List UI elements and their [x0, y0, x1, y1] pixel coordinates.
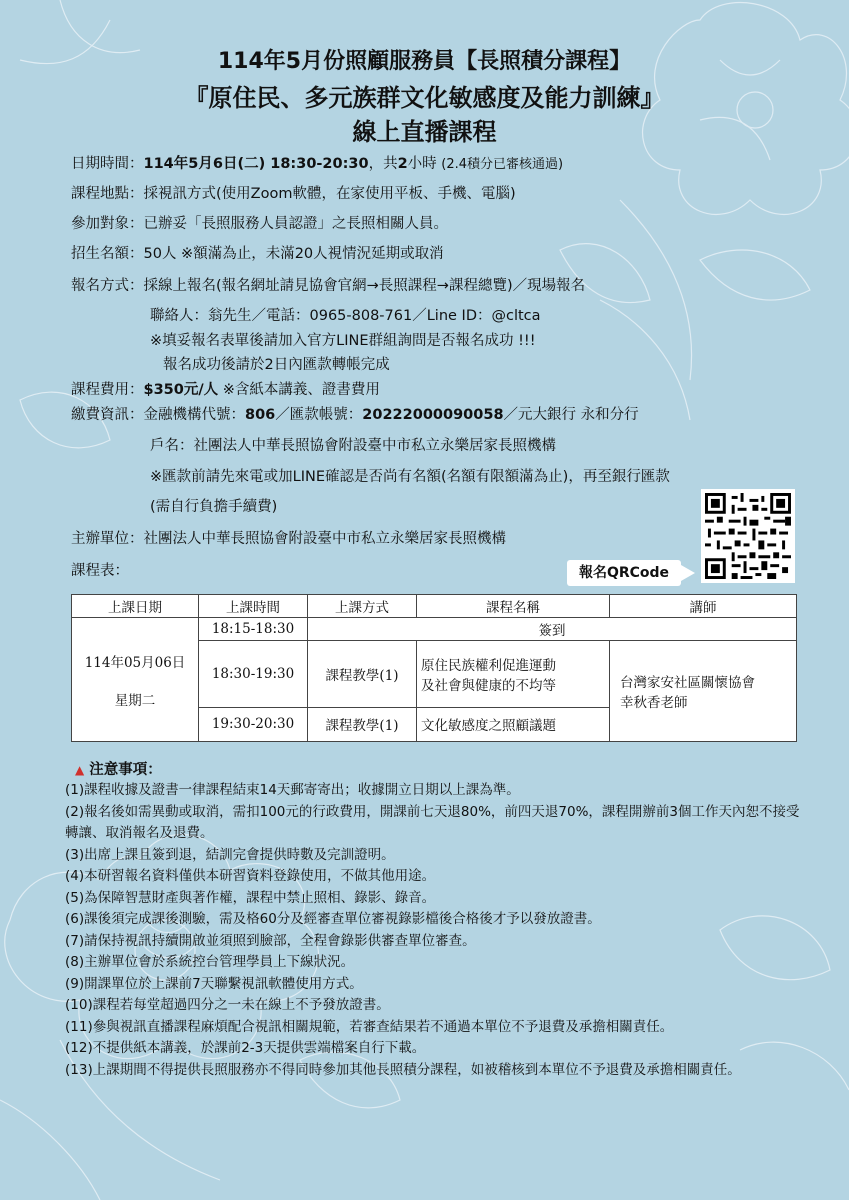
target-label: 參加對象：	[71, 216, 144, 232]
signup-qr-code[interactable]	[701, 489, 795, 583]
host-row	[71, 529, 506, 549]
target-row	[71, 214, 448, 234]
pay-row	[71, 405, 639, 425]
date-hours-unit: 小時	[407, 156, 437, 172]
teacher-name: 幸秋香老師	[620, 695, 688, 711]
notes-heading	[75, 758, 162, 779]
pay-label: 繳費資訊：	[71, 407, 144, 423]
quota-label: 招生名額：	[71, 246, 144, 262]
signup-label: 報名方式：	[71, 278, 144, 294]
list-item: (8)主辦單位會於系統控台管理學員上下線狀況。	[65, 954, 355, 970]
host-value: 社團法人中華長照協會附設臺中市私立永樂居家長照機構	[143, 531, 506, 547]
host-label: 主辦單位：	[71, 531, 144, 547]
schedule-date: 114年05月06日	[84, 654, 186, 671]
title-line-2: 『原住民、多元族群文化敏感度及能力訓練』	[184, 84, 665, 112]
date-value: 114年5月6日(二) 18:30-20:30	[143, 156, 369, 172]
method-cell: 課程教學(1)	[308, 641, 417, 708]
pay-bank-code: 806	[245, 407, 276, 423]
date-hours: 2	[397, 156, 408, 172]
title-line-1: 114年5月份照顧服務員【長照積分課程】	[217, 49, 632, 74]
place-row	[71, 184, 516, 204]
notes-title: 注意事項：	[89, 762, 162, 778]
title-line-3: 線上直播課程	[352, 118, 497, 146]
col-header-date: 上課日期	[72, 595, 199, 618]
col-header-teacher: 講師	[610, 595, 797, 618]
table-header-row	[72, 595, 797, 618]
quota-value: 50人 ※額滿為止，未滿20人視情況延期或取消	[143, 246, 444, 262]
notes-list	[65, 780, 805, 1081]
time-cell: 18:15-18:30	[199, 618, 308, 641]
schedule-label: 課程表：	[71, 563, 129, 579]
time-cell: 19:30-20:30	[199, 707, 308, 741]
list-item: (2)報名後如需異動或取消，需扣100元的行政費用，開課前七天退80%，前四天退70%，課程開辦前3個工作天內恕不接受轉讓、取消報名及退費。	[65, 803, 800, 841]
pay-account-prefix: ／匯款帳號：	[275, 407, 363, 423]
fee-note: ※含紙本講義、證書費用	[222, 382, 380, 398]
list-item: (6)課後須完成課後測驗，需及格60分及經審查單位審視錄影檔後合格後才予以發放證書。	[65, 911, 601, 927]
pay-note-2: (需自行負擔手續費)	[150, 499, 278, 515]
course-name-line-1: 原住民族權利促進運動	[421, 657, 556, 674]
qr-code-icon	[705, 493, 791, 579]
teacher-cell	[610, 641, 797, 742]
list-item: (3)出席上課且簽到退，結訓完會提供時數及完訓證明。	[65, 846, 395, 863]
signup-value: 採線上報名(報名網址請見協會官網→長照課程→課程總覽)／現場報名	[143, 278, 586, 294]
course-name-line-2: 及社會與健康的不均等	[421, 677, 556, 694]
date-label: 日期時間：	[71, 156, 144, 172]
pay-note-1: ※匯款前請先來電或加LINE確認是否尚有名額(名額有限額滿為止)，再至銀行匯款	[150, 469, 670, 485]
date-cell	[72, 618, 199, 742]
fee-label: 課程費用：	[71, 382, 144, 398]
course-name-cell	[417, 641, 610, 708]
fee-row	[71, 380, 380, 400]
list-item: (4)本研習報名資料僅供本研習資料登錄使用，不做其他用途。	[65, 868, 436, 884]
time-cell: 18:30-19:30	[199, 641, 308, 708]
fee-value: $350元/人	[143, 382, 219, 398]
list-item: (11)參與視訊直播課程麻煩配合視訊相關規範，若審查結果若不通過本單位不予退費及承擔相關責任。	[65, 1018, 674, 1035]
place-value: 採視訊方式(使用Zoom軟體，在家使用平板、手機、電腦)	[143, 186, 516, 202]
list-item: (10)課程若每堂超過四分之一未在線上不予發放證書。	[65, 997, 390, 1013]
schedule-table	[71, 594, 797, 742]
warning-triangle-icon: ▲	[75, 763, 85, 777]
list-item: (5)為保障智慧財產與著作權，課程中禁止照相、錄影、錄音。	[65, 889, 436, 906]
list-item: (1)課程收據及證書一律課程結束14天郵寄寄出；收據開立日期以上課為準。	[65, 782, 520, 798]
col-header-method: 上課方式	[308, 595, 417, 618]
qr-code-label: 報名QRCode	[567, 560, 681, 586]
quota-row	[71, 244, 444, 264]
target-value: 已辦妥「長照服務人員認證」之長照相關人員。	[143, 216, 448, 232]
method-cell: 課程教學(1)	[308, 707, 417, 741]
pay-account: 20222000090058	[362, 407, 504, 423]
line-note-1: ※填妥報名表單後請加入官方LINE群組詢問是否報名成功 !!!	[150, 333, 536, 349]
signup-row	[71, 276, 585, 296]
course-name-cell: 文化敏感度之照顧議題	[417, 707, 610, 741]
contact-info: 聯絡人：翁先生／電話：0965-808-761／Line ID：@cltca	[150, 308, 541, 324]
date-row	[71, 154, 563, 175]
date-note: (2.4積分已審核通過)	[441, 157, 564, 172]
schedule-weekday: 星期二	[114, 692, 156, 709]
list-item: (9)開課單位於上課前7天聯繫視訊軟體使用方式。	[65, 975, 363, 992]
list-item: (7)請保持視訊持續開啟並須照到臉部，全程會錄影供審查單位審查。	[65, 932, 476, 949]
list-item: (13)上課期間不得提供長照服務亦不得同時參加其他長照積分課程，如被稽核到本單位不予退費及承擔相關責任。	[65, 1061, 741, 1078]
line-note-2: 報名成功後請於2日內匯款轉帳完成	[163, 357, 390, 373]
signin-cell: 簽到	[308, 618, 797, 641]
pay-bank-prefix: 金融機構代號：	[143, 407, 245, 423]
col-header-time: 上課時間	[199, 595, 308, 618]
teacher-org: 台灣家安社區關懷協會	[620, 675, 755, 691]
place-label: 課程地點：	[71, 186, 144, 202]
table-row	[72, 618, 797, 641]
pay-bank-name: ／元大銀行 永和分行	[503, 407, 639, 423]
col-header-course: 課程名稱	[417, 595, 610, 618]
list-item: (12)不提供紙本講義，於課前2-3天提供雲端檔案自行下載。	[65, 1040, 426, 1056]
account-name: 戶名：社團法人中華長照協會附設臺中市私立永樂居家長照機構	[150, 438, 556, 454]
date-suffix: ，共	[368, 156, 398, 172]
